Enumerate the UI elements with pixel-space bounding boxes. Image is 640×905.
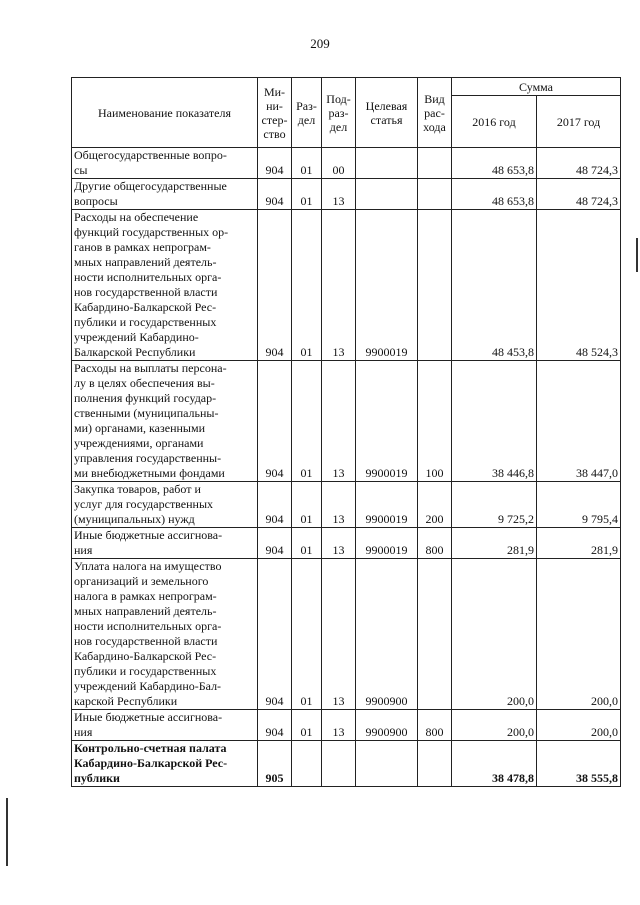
cell-subsection: 13	[322, 710, 356, 741]
header-expense-type: Вид рас- хода	[418, 78, 452, 148]
header-year-2017: 2017 год	[537, 96, 621, 148]
margin-mark-right	[636, 238, 638, 272]
cell-target	[356, 179, 418, 210]
header-section: Раз- дел	[292, 78, 322, 148]
cell-expense-type: 200	[418, 482, 452, 528]
cell-name: Общегосударственные вопро- сы	[72, 148, 258, 179]
cell-section: 01	[292, 528, 322, 559]
table-row	[72, 741, 621, 787]
cell-section: 01	[292, 482, 322, 528]
cell-expense-type: 100	[418, 361, 452, 482]
budget-table	[71, 77, 621, 787]
table-body	[72, 148, 621, 787]
cell-ministry: 904	[258, 179, 292, 210]
margin-mark-left	[6, 798, 8, 866]
table-row	[72, 179, 621, 210]
page-number: 209	[310, 36, 330, 51]
cell-name: Расходы на выплаты персона- лу в целях обеспечения вы- полнения функций государ- ственными (муниципальны- ми) органами, казенными учреждениями, органами управления государственны- ми внебюджетными фондами	[72, 361, 258, 482]
cell-expense-type	[418, 148, 452, 179]
cell-target: 9900019	[356, 482, 418, 528]
cell-target: 9900900	[356, 710, 418, 741]
cell-name: Закупка товаров, работ и услуг для государственных (муниципальных) нужд	[72, 482, 258, 528]
cell-y2016: 9 725,2	[452, 482, 537, 528]
cell-name: Иные бюджетные ассигнова- ния	[72, 528, 258, 559]
cell-subsection: 13	[322, 482, 356, 528]
cell-section: 01	[292, 179, 322, 210]
cell-y2016: 38 446,8	[452, 361, 537, 482]
cell-ministry: 904	[258, 710, 292, 741]
cell-name: Контрольно-счетная палата Кабардино-Балкарской Рес- публики	[72, 741, 258, 787]
cell-target: 9900019	[356, 528, 418, 559]
cell-subsection	[322, 741, 356, 787]
table-row	[72, 361, 621, 482]
cell-name: Другие общегосударственные вопросы	[72, 179, 258, 210]
cell-section	[292, 741, 322, 787]
cell-name: Уплата налога на имущество организаций и земельного налога в рамках непрограм- мных направлений деятель- ности исполнительных орга- нов государственной власти Кабардино-Балкарской Рес- публики и государственных учреждений Кабардино-Бал- карской Республики	[72, 559, 258, 710]
cell-subsection: 13	[322, 528, 356, 559]
cell-section: 01	[292, 361, 322, 482]
table-row	[72, 148, 621, 179]
cell-y2017: 200,0	[537, 710, 621, 741]
cell-y2016: 281,9	[452, 528, 537, 559]
cell-y2016: 200,0	[452, 559, 537, 710]
cell-y2016: 48 653,8	[452, 179, 537, 210]
cell-y2016: 48 453,8	[452, 210, 537, 361]
header-target: Целевая статья	[356, 78, 418, 148]
cell-target	[356, 148, 418, 179]
cell-y2016: 200,0	[452, 710, 537, 741]
cell-ministry: 904	[258, 482, 292, 528]
cell-section: 01	[292, 559, 322, 710]
header-subsection: Под- раз- дел	[322, 78, 356, 148]
cell-expense-type	[418, 210, 452, 361]
cell-ministry: 905	[258, 741, 292, 787]
cell-y2016: 48 653,8	[452, 148, 537, 179]
table-row	[72, 528, 621, 559]
cell-subsection: 13	[322, 361, 356, 482]
cell-ministry: 904	[258, 148, 292, 179]
cell-y2017: 48 724,3	[537, 148, 621, 179]
cell-ministry: 904	[258, 559, 292, 710]
cell-ministry: 904	[258, 528, 292, 559]
cell-section: 01	[292, 148, 322, 179]
cell-y2017: 48 724,3	[537, 179, 621, 210]
table-row	[72, 210, 621, 361]
cell-ministry: 904	[258, 210, 292, 361]
cell-y2017: 9 795,4	[537, 482, 621, 528]
cell-target: 9900019	[356, 361, 418, 482]
cell-target	[356, 741, 418, 787]
cell-y2017: 200,0	[537, 559, 621, 710]
cell-target: 9900900	[356, 559, 418, 710]
header-sum: Сумма	[452, 78, 621, 96]
table-row	[72, 710, 621, 741]
cell-expense-type: 800	[418, 710, 452, 741]
cell-subsection: 13	[322, 179, 356, 210]
cell-expense-type	[418, 741, 452, 787]
cell-name: Расходы на обеспечение функций государственных ор- ганов в рамках непрограм- мных направлений деятель- ности исполнительных орга- нов государственной власти Кабардино-Балкарской Рес- публики и государственных учреждений Кабардино- Балкарской Республики	[72, 210, 258, 361]
cell-subsection: 00	[322, 148, 356, 179]
cell-y2016: 38 478,8	[452, 741, 537, 787]
cell-section: 01	[292, 210, 322, 361]
cell-target: 9900019	[356, 210, 418, 361]
cell-section: 01	[292, 710, 322, 741]
cell-subsection: 13	[322, 559, 356, 710]
header-name: Наименование показателя	[72, 78, 258, 148]
table-row	[72, 482, 621, 528]
cell-y2017: 48 524,3	[537, 210, 621, 361]
cell-expense-type	[418, 179, 452, 210]
cell-y2017: 281,9	[537, 528, 621, 559]
cell-expense-type	[418, 559, 452, 710]
table-header	[72, 78, 621, 148]
header-year-2016: 2016 год	[452, 96, 537, 148]
header-ministry: Ми- ни- стер- ство	[258, 78, 292, 148]
cell-y2017: 38 555,8	[537, 741, 621, 787]
cell-expense-type: 800	[418, 528, 452, 559]
cell-y2017: 38 447,0	[537, 361, 621, 482]
cell-ministry: 904	[258, 361, 292, 482]
cell-name: Иные бюджетные ассигнова- ния	[72, 710, 258, 741]
cell-subsection: 13	[322, 210, 356, 361]
table-row	[72, 559, 621, 710]
